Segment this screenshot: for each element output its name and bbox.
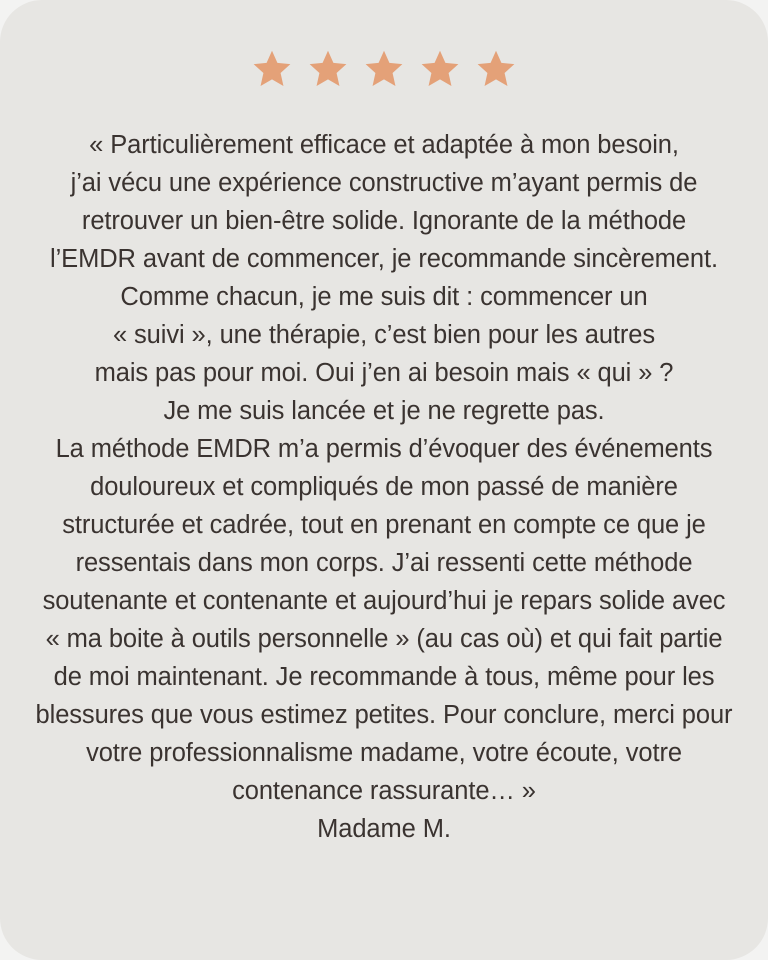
star-icon	[251, 48, 293, 90]
testimonial-paragraph: La méthode EMDR m’a permis d’évoquer des événements douloureux et compliqués de mon passé de manière structurée et cadrée, tout en prenant en compte ce que je ressentais dans mon corps. J’ai ressenti cette méthode soutenante et contenante et aujourd’hui je repars solide avec « ma boite à outils personnelle » (au cas où) et qui fait partie de moi maintenant. Je recommande à tous, même pour les blessures que vous estimez petites. Pour conclure, merci pour votre professionnalisme madame, votre écoute, votre contenance rassurante… »	[35, 435, 733, 805]
testimonial-text	[34, 126, 734, 848]
testimonial-paragraph: « Particulièrement efficace et adaptée à mon besoin, j’ai vécu une expérience constructive m’ayant permis de retrouver un bien-être solide. Ignorante de la méthode l’EMDR avant de commencer, je recommande sincèrement.	[50, 131, 718, 273]
star-icon	[307, 48, 349, 90]
star-icon	[363, 48, 405, 90]
testimonial-paragraph: Comme chacun, je me suis dit : commencer un « suivi », une thérapie, c’est bien pour les autres mais pas pour moi. Oui j’en ai besoin mais « qui » ?	[94, 283, 674, 387]
testimonial-author: Madame M.	[317, 815, 451, 843]
star-rating	[251, 48, 517, 90]
testimonial-paragraph: Je me suis lancée et je ne regrette pas.	[163, 397, 605, 425]
star-icon	[475, 48, 517, 90]
star-icon	[419, 48, 461, 90]
